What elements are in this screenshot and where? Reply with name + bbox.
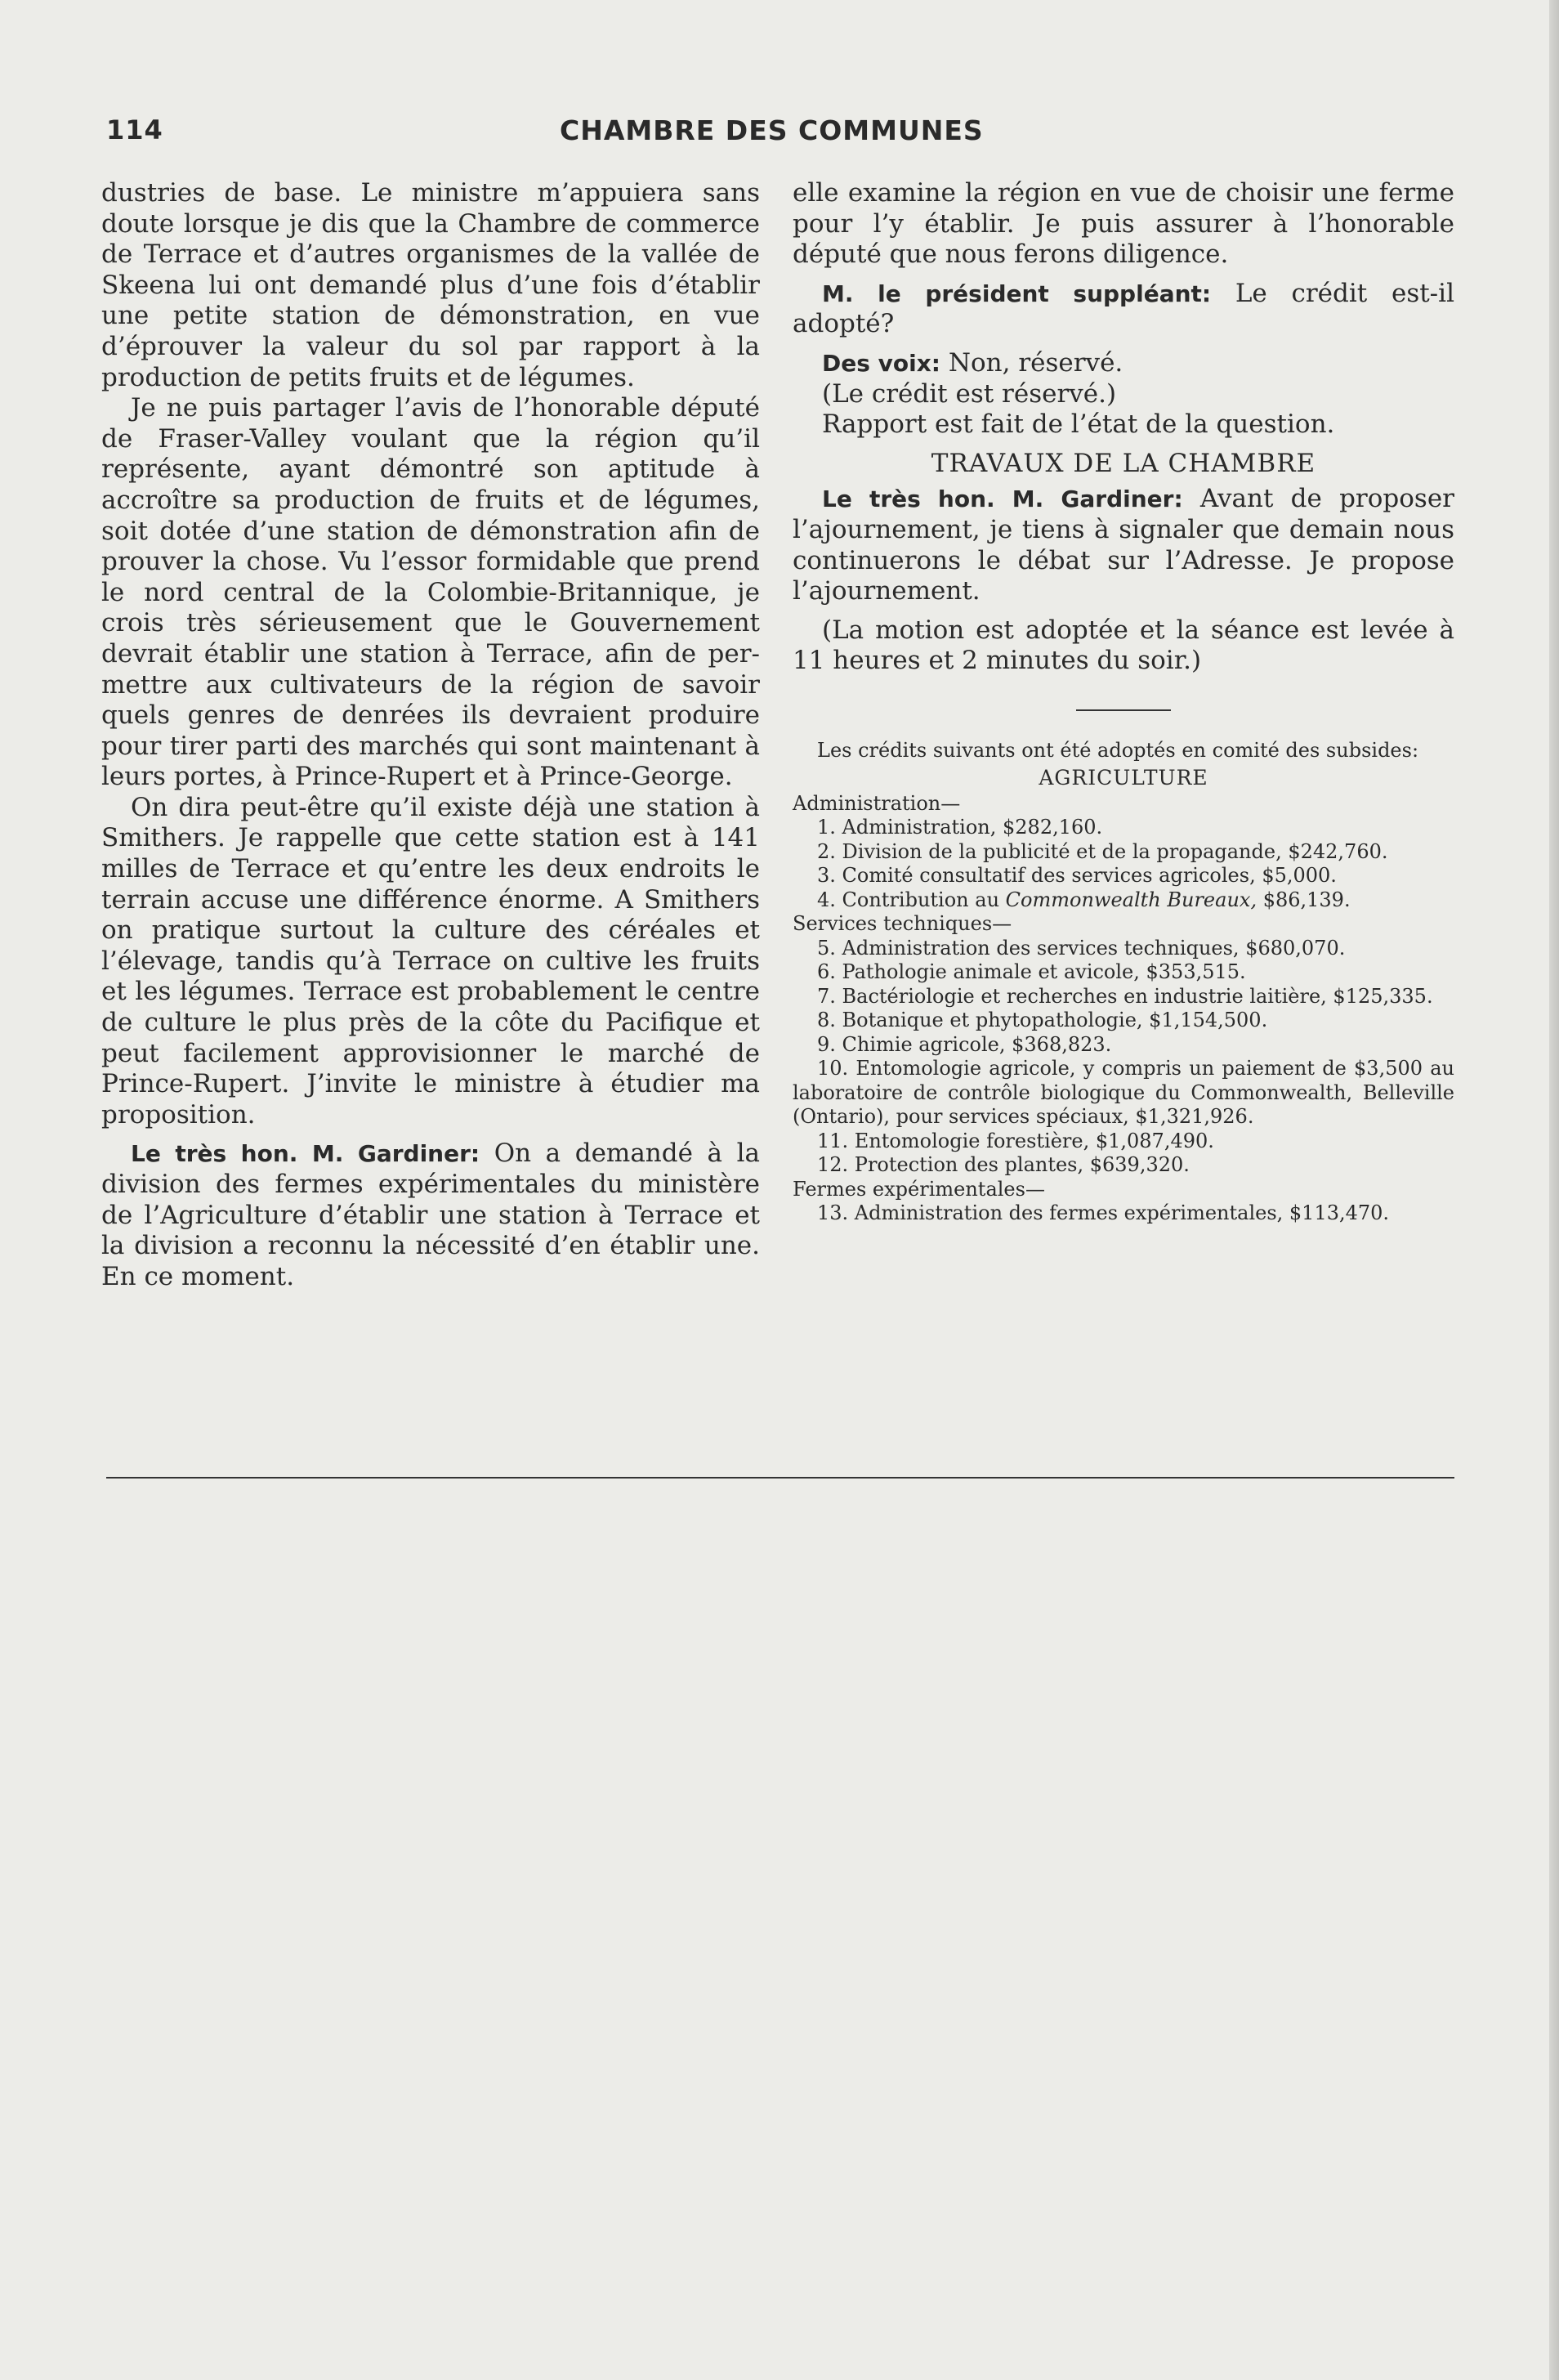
paragraph: elle examine la région en vue de choisir une ferme pour l’y établir. Je puis assurer à l’honorable député que nous ferons diligence. <box>793 178 1454 270</box>
supply-item: 10. Entomologie agricole, y compris un paiement de $3,500 au laboratoire de contrôle biologique du Commonwealth, Belleville (Ontario), pour services spéciaux, $1,321,926. <box>793 1057 1454 1129</box>
speech-text: Avant de proposer l’ajournement, je tiens à signaler que demain nous continuerons le débat sur l’Adresse. Je propose l’ajournement. <box>793 484 1454 606</box>
supply-item-italic: Commonwealth Bureaux, <box>1005 888 1257 911</box>
speech-paragraph <box>793 484 1454 606</box>
supply-item: 9. Chimie agricole, $368,823. <box>817 1032 1112 1056</box>
supply-heading: AGRICULTURE <box>1039 766 1208 790</box>
supply-item: 12. Protection des plantes, $639,320. <box>817 1153 1190 1177</box>
left-column <box>101 178 760 1292</box>
right-column <box>793 178 1454 1226</box>
speaker-name: M. le président suppléant: <box>822 280 1212 307</box>
supply-item: 11. Entomologie forestière, $1,087,490. <box>817 1129 1214 1152</box>
supply-item: 8. Botanique et phytopathologie, $1,154,500. <box>817 1009 1268 1032</box>
running-head: CHAMBRE DES COMMUNES <box>560 114 984 146</box>
supply-item-amount: $86,139. <box>1257 888 1351 911</box>
speech-text: Le crédit est-il adopté? <box>793 278 1454 339</box>
section-divider <box>1076 709 1171 711</box>
paragraph: Rapport est fait de l’état de la question. <box>822 409 1335 440</box>
paragraph: Je ne puis partager l’avis de l’honorable député de Fraser-Valley voulant que la région qu’il représente, ayant démontré son aptitude à accroître sa production de fruits et de légumes, soit dotée d’une station de démonstration afin de prouver la chose. Vu l’essor formidable que prend le nord central de la Colombie-Britannique, je crois très sérieusement que le Gouvernement devrait établir une station à Terrace, afin de permettre aux cultivateurs de la région de savoir quels genres de denrées ils devraient produire pour tirer parti des marchés qui sont maintenant à leurs portes, à Prince-Rupert et à Prince-George. <box>101 393 760 792</box>
supply-intro: Les crédits suivants ont été adoptés en comité des subsides: <box>817 738 1419 762</box>
supply-item <box>793 888 1454 913</box>
speaker-name: Le très hon. M. Gardiner: <box>822 485 1183 513</box>
supply-item: 3. Comité consultatif des services agricoles, $5,000. <box>817 864 1337 888</box>
page-edge <box>1549 0 1559 2380</box>
footer-rule <box>106 1477 1454 1479</box>
section-heading: TRAVAUX DE LA CHAMBRE <box>931 448 1316 478</box>
supply-item: 7. Bactériologie et recherches en industrie laitière, $125,335. <box>817 984 1433 1008</box>
supply-item: 5. Administration des services techniques, $680,070. <box>817 936 1346 960</box>
paragraph: On dira peut-être qu’il existe déjà une station à Smithers. Je rappelle que cette station est à 141 milles de Terrace et qu’entre les deux endroits le terrain accuse une différence énorme. A Smithers on pratique surtout la culture des céréales et l’élevage, tandis qu’à Terrace on cultive les fruits et les légumes. Terrace est probablement le centre de culture le plus près de la côte du Pacifique et peut facilement approvisionner le marché de Prince-Rupert. J’invite le ministre à étudier ma proposition. <box>101 792 760 1130</box>
supply-item: 1. Administration, $282,160. <box>817 816 1103 839</box>
supply-subheading: Fermes expérimentales— <box>793 1177 1045 1201</box>
speaker-name: Le très hon. M. Gardiner: <box>131 1140 480 1168</box>
speech-paragraph <box>793 348 1454 379</box>
speaker-name: Des voix: <box>822 349 940 377</box>
speech-paragraph <box>793 279 1454 340</box>
supply-subheading: Administration— <box>793 791 961 815</box>
supply-item-text: 4. Contribution au <box>817 888 1006 911</box>
speech-text: Non, réservé. <box>940 347 1123 378</box>
supply-item: 6. Pathologie animale et avicole, $353,515. <box>817 960 1246 984</box>
speech-text: On a demandé à la division des fermes expérimentales du ministère de l’Agriculture d’établir une station à Terrace et la division a reconnu la nécessité d’en établir une. En ce moment. <box>101 1139 761 1291</box>
supply-item: 2. Division de la publicité et de la propagande, $242,760. <box>817 839 1388 863</box>
supply-list <box>793 739 1454 1226</box>
page-header <box>106 114 1454 155</box>
paragraph: (Le crédit est réservé.) <box>822 378 1117 409</box>
page-number: 114 <box>106 114 163 145</box>
supply-subheading: Services techniques— <box>793 912 1012 936</box>
speech-paragraph <box>101 1139 760 1292</box>
supply-item: 13. Administration des fermes expérimentales, $113,470. <box>817 1201 1390 1225</box>
paragraph: dustries de base. Le ministre m’appuiera sans doute lorsque je dis que la Chambre de commerce de Terrace et d’autres organismes de la vallée de Skeena lui ont demandé plus d’une fois d’établir une petite station de démonstration, en vue d’éprouver la valeur du sol par rapport à la production de petits fruits et de légumes. <box>101 178 760 392</box>
paragraph: (La motion est adoptée et la séance est levée à 11 heures et 2 minutes du soir.) <box>793 615 1454 676</box>
